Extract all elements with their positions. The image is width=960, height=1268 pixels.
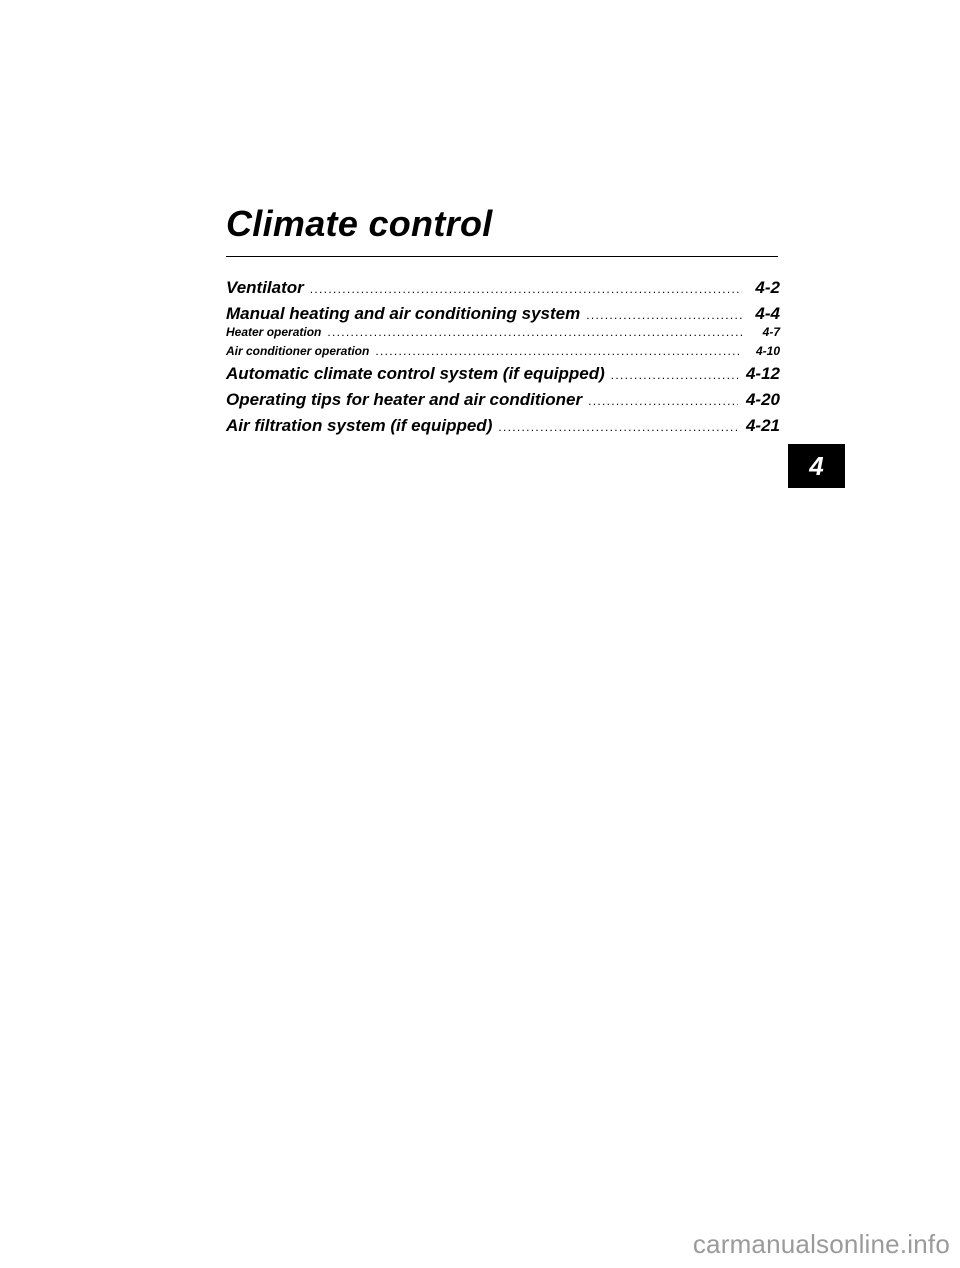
toc-entry-label: Air conditioner operation [226, 344, 370, 358]
toc-entry-label: Automatic climate control system (if equipped) [226, 364, 605, 383]
toc-entry-air-conditioner-operation[interactable] [226, 344, 780, 364]
toc-entry-label: Operating tips for heater and air conditioner [226, 390, 583, 409]
table-of-contents [226, 278, 780, 442]
toc-entry-air-filtration[interactable] [226, 416, 780, 442]
toc-dot-leader [611, 368, 738, 382]
toc-dot-leader [375, 344, 742, 358]
watermark: carmanualsonline.info [692, 1229, 950, 1259]
chapter-number: 4 [809, 450, 824, 481]
toc-page-number: 4-7 [762, 325, 780, 339]
toc-dot-leader [588, 394, 738, 408]
toc-entry-label: Air filtration system (if equipped) [226, 416, 493, 435]
toc-dot-leader [310, 282, 742, 296]
toc-entry-label: Manual heating and air conditioning system [226, 304, 581, 323]
toc-dot-leader [586, 308, 742, 322]
toc-page-number: 4-4 [755, 304, 780, 323]
toc-page-number: 4-20 [745, 390, 780, 409]
toc-page-number: 4-10 [755, 344, 780, 358]
chapter-tab [788, 444, 845, 488]
toc-entry-manual-heating[interactable] [226, 304, 780, 325]
title-divider [226, 256, 778, 257]
toc-entry-automatic-climate[interactable] [226, 364, 780, 390]
toc-page-number: 4-21 [745, 416, 780, 435]
toc-page-number: 4-12 [745, 364, 780, 383]
toc-page-number: 4-2 [755, 278, 780, 297]
toc-entry-heater-operation[interactable] [226, 325, 780, 344]
toc-entry-ventilator[interactable] [226, 278, 780, 304]
toc-dot-leader [498, 420, 738, 434]
toc-entry-label: Ventilator [226, 278, 304, 297]
toc-dot-leader [327, 325, 742, 339]
page-title: Climate control [226, 203, 493, 244]
toc-entry-operating-tips[interactable] [226, 390, 780, 416]
toc-entry-label: Heater operation [226, 325, 322, 339]
